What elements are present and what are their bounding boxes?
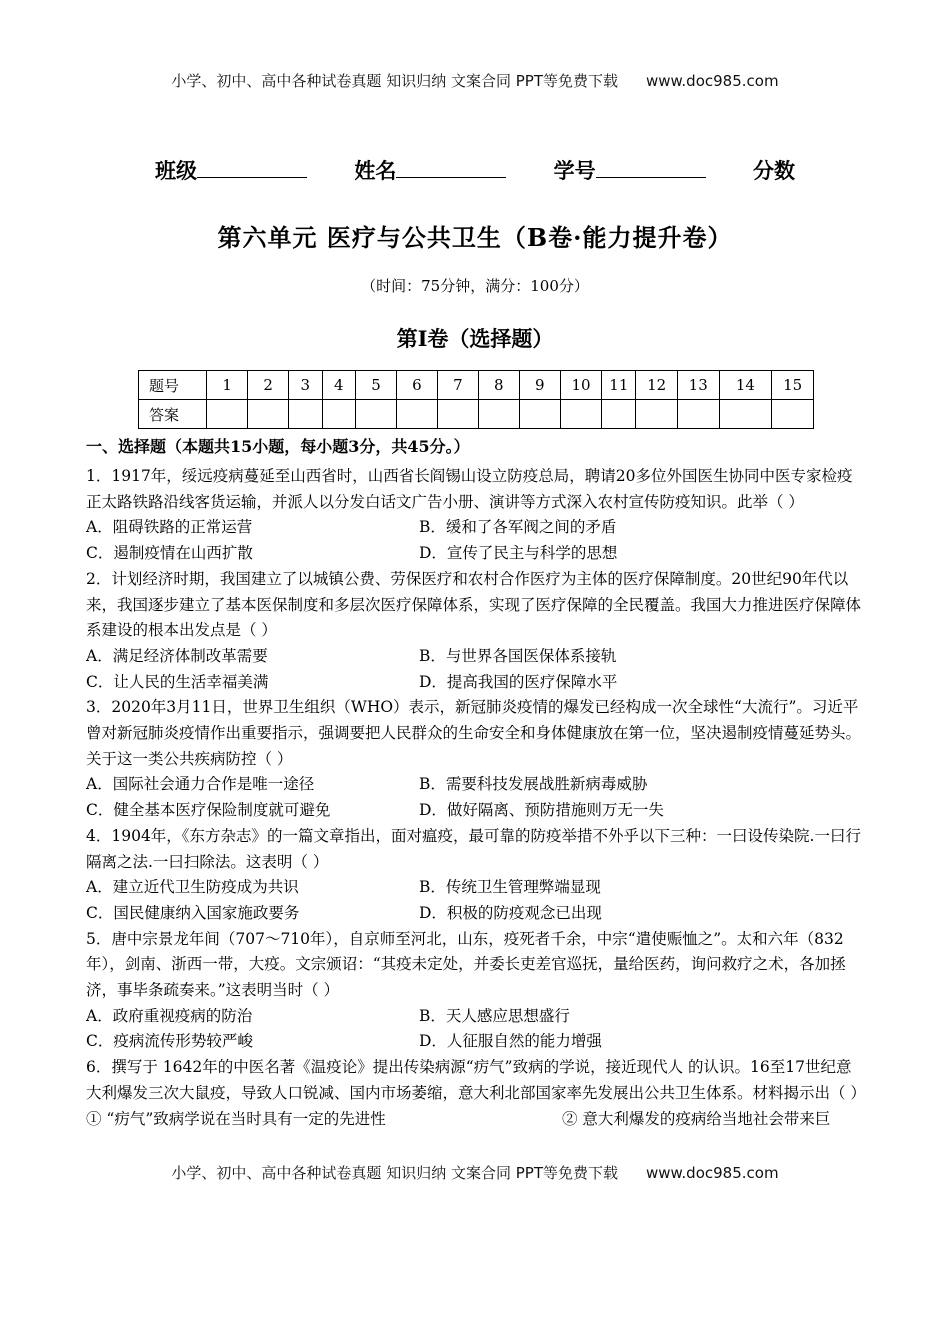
question-stem: 2．计划经济时期，我国建立了以城镇公费、劳保医疗和农村合作医疗为主体的医疗保障制度。20世纪90年代以来，我国逐步建立了基本医保制度和多层次医疗保障体系，实现了医疗保障的全民覆盖。我国大力推进医疗保障体系建设的根本出发点是（ ） — [86, 569, 862, 640]
answer-cell[interactable] — [677, 400, 719, 429]
answer-cell[interactable] — [719, 400, 772, 429]
option[interactable]: A．政府重视疫病的防治 — [86, 1006, 253, 1025]
option[interactable]: A．建立近代卫生防疫成为共识 — [86, 878, 299, 897]
answer-cell[interactable] — [322, 400, 355, 429]
class-field[interactable]: 班级 — [155, 155, 307, 185]
question-stem: 3．2020年3月11日，世界卫生组织（WHO）表示，新冠肺炎疫情的爆发已经构成一次全球性“大流行”。习近平曾对新冠肺炎疫情作出重要指示，强调要把人民群众的生命安全和身体健康放在第一位，坚决遏制疫情蔓延势头。关于这一类公共疾病防控（ ） — [86, 698, 862, 768]
answer-cell[interactable] — [519, 400, 560, 429]
option-row — [86, 875, 866, 901]
question — [86, 695, 866, 824]
question-list — [86, 464, 866, 1132]
option[interactable]: D．人征服自然的能力增强 — [419, 1032, 602, 1051]
exam-title: 第六单元 医疗与公共卫生（B卷·能力提升卷） — [217, 223, 733, 252]
student-info-row — [0, 155, 950, 185]
question-number-cell: 12 — [636, 371, 678, 400]
answer-cell[interactable] — [478, 400, 519, 429]
option-row — [86, 798, 866, 824]
question-number-cell: 10 — [560, 371, 602, 400]
option-row — [86, 1029, 866, 1055]
option-row — [86, 1107, 866, 1133]
question — [86, 464, 866, 567]
option-row — [86, 901, 866, 927]
answer-cell[interactable] — [772, 400, 814, 429]
question-number-cell: 15 — [772, 371, 814, 400]
option[interactable]: D．宣传了民主与科学的思想 — [419, 544, 618, 563]
answer-table — [138, 370, 814, 429]
option-row — [86, 1004, 866, 1030]
answer-cell[interactable] — [289, 400, 322, 429]
option[interactable]: D．提高我国的医疗保障水平 — [419, 672, 618, 691]
page-footer — [0, 1162, 950, 1183]
question-number-cell: 6 — [396, 371, 437, 400]
option[interactable]: A．国际社会通力合作是唯一途径 — [86, 775, 315, 794]
option[interactable]: B．需要科技发展战胜新病毒威胁 — [419, 775, 648, 794]
answer-cell[interactable] — [602, 400, 636, 429]
footer-url[interactable]: www.doc985.com — [645, 1164, 779, 1182]
name-field[interactable]: 姓名 — [354, 155, 506, 185]
question-stem: 1．1917年，绥远疫病蔓延至山西省时，山西省长阎锡山设立防疫总局，聘请20多位外国医生协同中医专家检疫正太路铁路沿线客货运输，并派人以分发白话文广告小册、演讲等方式深入农村宣传防疫知识。此举（ ） — [86, 467, 853, 511]
answer-cell[interactable] — [355, 400, 396, 429]
question-stem: 6．撰写于 1642年的中医名著《温疫论》提出传染病源“疠气”致病的学说，接近现代人 的认识。16至17世纪意大利爆发三次大鼠疫，导致人口锐减、国内市场萎缩，意大利北部国家率先发展出公共卫生体系。材料揭示出（ ） — [86, 1058, 866, 1102]
option-row — [86, 644, 866, 670]
answer-row: 答案 — [139, 400, 814, 429]
option[interactable]: C．国民健康纳入国家施政要务 — [86, 903, 300, 922]
question-number-cell: 2 — [248, 371, 289, 400]
score-field: 分数 — [752, 158, 795, 183]
question-number-cell: 4 — [322, 371, 355, 400]
id-field[interactable]: 学号 — [554, 155, 706, 185]
question-number-cell: 3 — [289, 371, 322, 400]
question-number-cell: 5 — [355, 371, 396, 400]
option-row — [86, 670, 866, 696]
class-blank[interactable] — [197, 157, 307, 178]
option[interactable]: B．传统卫生管理弊端显现 — [419, 878, 601, 897]
question-stem: 4．1904年，《东方杂志》的一篇文章指出，面对瘟疫，最可靠的防疫举措不外乎以下三种：一曰设传染院.一曰行隔离之法.一曰扫除法。这表明（ ） — [86, 826, 861, 871]
option-row — [86, 541, 866, 567]
answer-cell[interactable] — [207, 400, 248, 429]
option[interactable]: B．天人感应思想盛行 — [419, 1006, 570, 1025]
footer-text: 小学、初中、高中各种试卷真题 知识归纳 文案合同 PPT等免费下载 — [171, 1164, 618, 1182]
option[interactable]: D．做好隔离、预防措施则万无一失 — [419, 801, 664, 820]
option[interactable]: C．遏制疫情在山西扩散 — [86, 544, 253, 563]
option[interactable]: C．健全基本医疗保险制度就可避免 — [86, 801, 331, 820]
header-url[interactable]: www.doc985.com — [645, 72, 779, 90]
option[interactable]: C．让人民的生活幸福美满 — [86, 672, 269, 691]
question-number-cell: 13 — [677, 371, 719, 400]
question-number-cell: 8 — [478, 371, 519, 400]
option[interactable]: ① “疠气”致病学说在当时具有一定的先进性 — [86, 1109, 386, 1128]
option[interactable]: C．疫病流传形势较严峻 — [86, 1032, 253, 1051]
section-title: 第Ⅰ卷（选择题） — [396, 326, 554, 351]
answer-cell[interactable] — [437, 400, 478, 429]
header-text: 小学、初中、高中各种试卷真题 知识归纳 文案合同 PPT等免费下载 — [171, 72, 618, 90]
part-heading: 一、选择题（本题共15小题，每小题3分，共45分。） — [86, 437, 470, 456]
option[interactable]: A．满足经济体制改革需要 — [86, 646, 268, 665]
answer-cell[interactable] — [248, 400, 289, 429]
question — [86, 567, 866, 696]
option[interactable]: D．积极的防疫观念已出现 — [419, 903, 602, 922]
name-blank[interactable] — [396, 157, 506, 178]
question-number-cell: 1 — [207, 371, 248, 400]
question — [86, 824, 866, 927]
answer-cell[interactable] — [396, 400, 437, 429]
page-header — [0, 70, 950, 91]
question-stem: 5．唐中宗景龙年间（707～710年），自京师至河北，山东，疫死者千余，中宗“遣使赈恤之”。太和六年（832年），剑南、浙西一带，大疫。文宗颁诏：“其疫未定处，并委长吏差官巡抚，量给医药，询问救疗之术，各加拯济，事毕条疏奏来。”这表明当时（ ） — [86, 929, 846, 1000]
option[interactable]: B．与世界各国医保体系接轨 — [419, 646, 617, 665]
question-number-cell: 7 — [437, 371, 478, 400]
option[interactable]: B．缓和了各军阀之间的矛盾 — [419, 518, 617, 537]
question-number-cell: 11 — [602, 371, 636, 400]
number-row: 题号 1 2 3 4 5 6 7 8 9 10 11 12 13 14 15 — [139, 371, 814, 400]
option-row — [86, 515, 866, 541]
answer-cell[interactable] — [636, 400, 678, 429]
question — [86, 1055, 866, 1132]
answer-cell[interactable] — [560, 400, 602, 429]
id-blank[interactable] — [596, 157, 706, 178]
question-number-cell: 14 — [719, 371, 772, 400]
question — [86, 927, 866, 1056]
option[interactable]: ② 意大利爆发的疫病给当地社会带来巨 — [562, 1109, 831, 1128]
question-number-cell: 9 — [519, 371, 560, 400]
option[interactable]: A．阻碍铁路的正常运营 — [86, 518, 253, 537]
option-row — [86, 772, 866, 798]
exam-subtitle: （时间：75分钟，满分：100分） — [361, 277, 589, 295]
